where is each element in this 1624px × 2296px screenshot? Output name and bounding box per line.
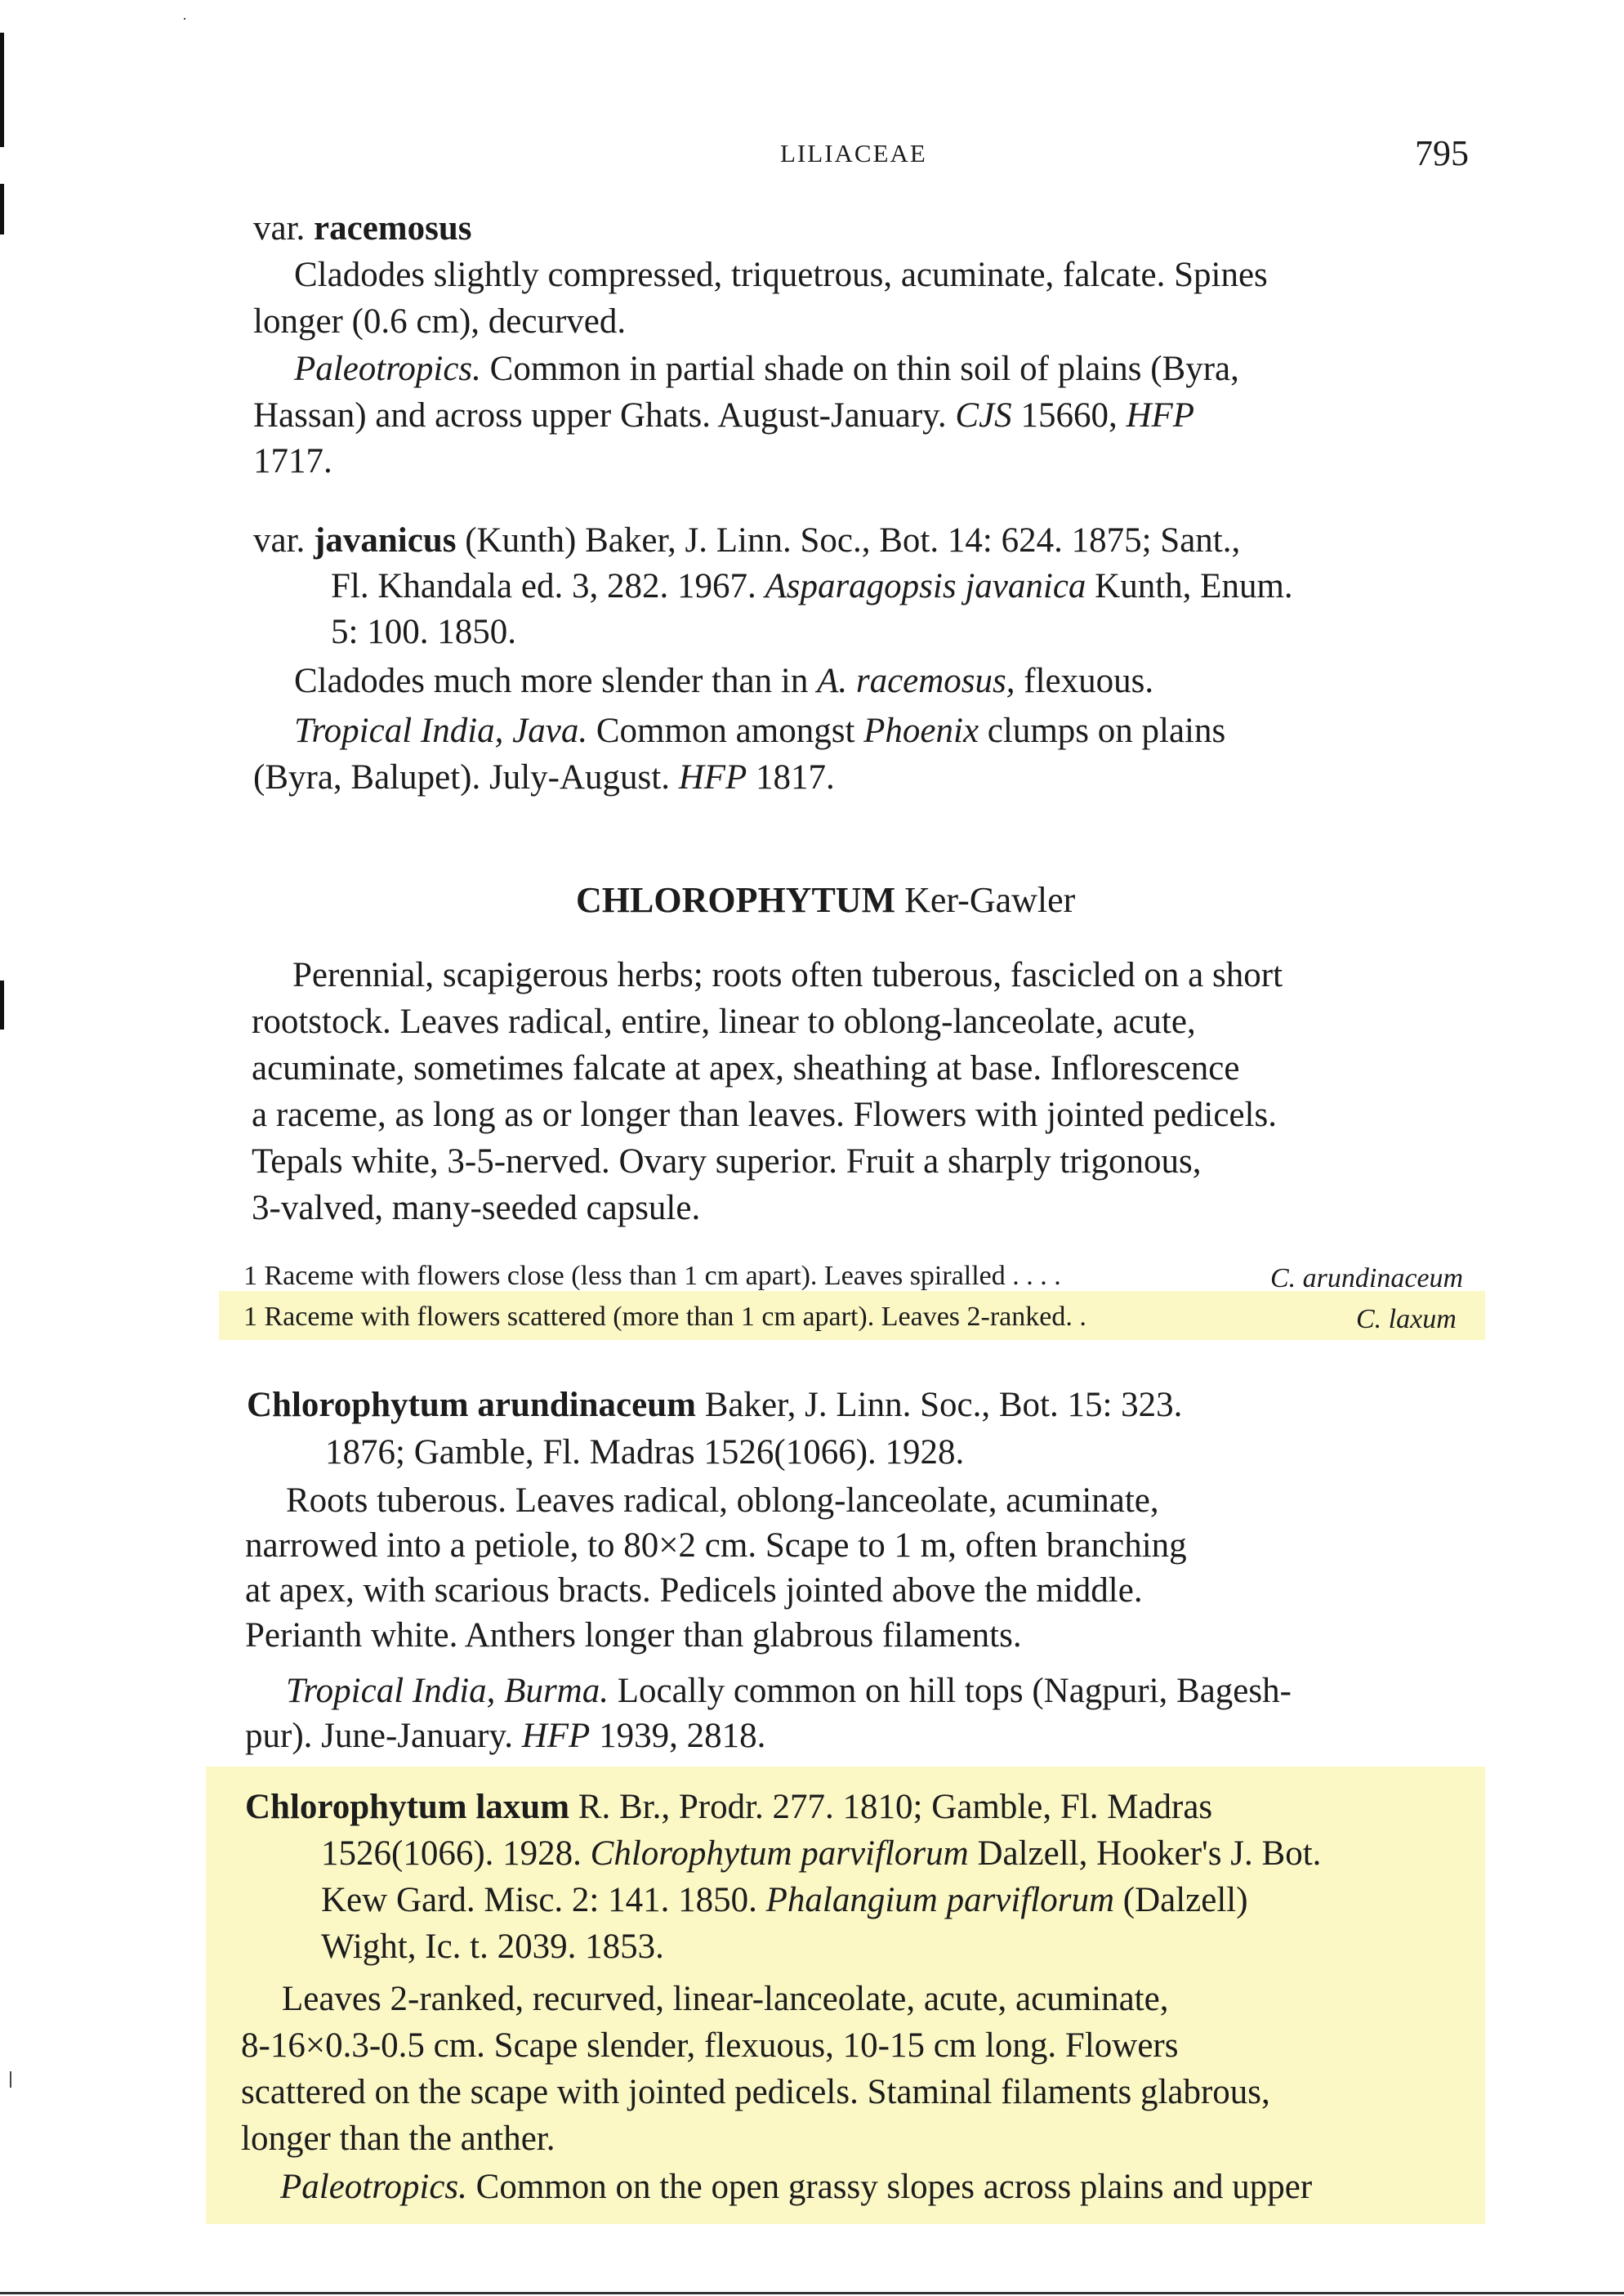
citation: (Kunth) Baker, J. Linn. Soc., Bot. 14: 624. 1875; Sant., xyxy=(465,521,1241,560)
region: Tropical India, Burma. xyxy=(286,1672,609,1710)
racemosus-description: longer (0.6 cm), decurved. xyxy=(253,302,627,341)
arundinaceum-description: Roots tuberous. Leaves radical, oblong-lanceolate, acuminate, xyxy=(286,1481,1159,1520)
arundinaceum-description: Perianth white. Anthers longer than glabrous filaments. xyxy=(245,1616,1022,1655)
laxum-description: 8-16×0.3-0.5 cm. Scape slender, flexuous, 10-15 cm long. Flowers xyxy=(241,2026,1179,2065)
key-taxon: C. laxum xyxy=(1356,1304,1457,1334)
page-bottom-rule xyxy=(0,2292,1624,2294)
arundinaceum-description: narrowed into a petiole, to 80×2 cm. Scape to 1 m, often branching xyxy=(245,1526,1187,1565)
laxum-heading xyxy=(245,1789,1212,1825)
citation: Baker, J. Linn. Soc., Bot. 15: 323. xyxy=(704,1386,1183,1424)
javanicus-distribution: Tropical India, Java. Common amongst Phoenix clumps on plains xyxy=(294,712,1226,750)
var-name: racemosus xyxy=(314,209,472,248)
laxum-description: longer than the anther. xyxy=(241,2120,555,2158)
running-head: LILIACEAE xyxy=(780,139,927,168)
region: Paleotropics. xyxy=(280,2168,467,2206)
genus-heading xyxy=(576,882,1075,918)
synonym: Chlorophytum parviflorum xyxy=(590,1834,969,1873)
citation: Fl. Khandala ed. 3, 282. 1967. xyxy=(331,567,756,605)
synonym: Asparagopsis javanica xyxy=(765,567,1086,605)
laxum-citation: 1526(1066). 1928. Chlorophytum parviflorum Dalzell, Hooker's J. Bot. xyxy=(321,1834,1322,1873)
collector-num: 15660, xyxy=(1020,396,1118,435)
genus-description: 3-valved, many-seeded capsule. xyxy=(252,1189,701,1227)
genus-description: Perennial, scapigerous herbs; roots often tuberous, fascicled on a short xyxy=(292,956,1283,994)
genus-author: Ker-Gawler xyxy=(904,880,1076,920)
var-prefix: var. xyxy=(253,209,306,248)
laxum-distribution: Paleotropics. Common on the open grassy slopes across plains and upper xyxy=(280,2168,1313,2206)
laxum-citation: Kew Gard. Misc. 2: 141. 1850. Phalangium parviflorum (Dalzell) xyxy=(321,1881,1248,1919)
scan-speck xyxy=(184,18,185,20)
var-prefix: var. xyxy=(253,521,306,560)
page-number: 795 xyxy=(1415,133,1469,173)
key-taxon: C. arundinaceum xyxy=(1270,1263,1464,1293)
racemosus-distribution xyxy=(253,398,1194,433)
javanicus-distribution: (Byra, Balupet). July-August. HFP 1817. xyxy=(253,758,835,797)
genus-description: rootstock. Leaves radical, entire, linear to oblong-lanceolate, acute, xyxy=(252,1003,1196,1041)
citation: Kunth, Enum. xyxy=(1095,567,1293,605)
species-name: Chlorophytum laxum xyxy=(245,1788,570,1826)
laxum-description: scattered on the scape with jointed pedicels. Staminal filaments glabrous, xyxy=(241,2073,1270,2111)
genus-name: CHLOROPHYTUM xyxy=(576,880,896,920)
laxum-description: Leaves 2-ranked, recurved, linear-lanceolate, acute, acuminate, xyxy=(282,1980,1169,2018)
arundinaceum-heading xyxy=(247,1387,1182,1423)
arundinaceum-distribution: pur). June-January. HFP 1939, 2818. xyxy=(245,1717,766,1755)
citation: R. Br., Prodr. 277. 1810; Gamble, Fl. Madras xyxy=(578,1788,1213,1826)
left-edge-mark xyxy=(0,184,4,235)
arundinaceum-citation: 1876; Gamble, Fl. Madras 1526(1066). 1928. xyxy=(325,1433,965,1472)
species-name: Chlorophytum arundinaceum xyxy=(247,1386,696,1424)
scan-speck xyxy=(10,2071,11,2088)
racemosus-distribution: 1717. xyxy=(253,442,332,480)
javanicus-citation: 5: 100. 1850. xyxy=(331,613,516,651)
collector-ref: HFP xyxy=(1126,396,1195,435)
collector-ref: CJS xyxy=(955,396,1012,435)
var-name: javanicus xyxy=(314,521,457,560)
var-racemosus-heading xyxy=(253,211,472,246)
left-edge-mark xyxy=(0,980,4,1030)
distribution-text: Common in partial shade on thin soil of plains (Byra, xyxy=(489,350,1239,388)
racemosus-description: Cladodes slightly compressed, triquetrous, acuminate, falcate. Spines xyxy=(294,256,1268,294)
laxum-citation: Wight, Ic. t. 2039. 1853. xyxy=(321,1927,664,1966)
racemosus-distribution xyxy=(294,351,1239,386)
key-lead: 1 Raceme with flowers close (less than 1 cm apart). Leaves spiralled . . . . xyxy=(243,1261,1061,1291)
distribution-text: Hassan) and across upper Ghats. August-January. xyxy=(253,396,947,435)
left-edge-mark xyxy=(0,33,4,147)
javanicus-citation xyxy=(331,569,1293,604)
genus-description: Tepals white, 3-5-nerved. Ovary superior. Fruit a sharply trigonous, xyxy=(252,1142,1202,1181)
genus-description: a raceme, as long as or longer than leaves. Flowers with jointed pedicels. xyxy=(252,1096,1277,1134)
region: Tropical India, Java. xyxy=(294,712,588,750)
region: Paleotropics. xyxy=(294,350,481,388)
synonym: Phalangium parviflorum xyxy=(765,1881,1115,1919)
var-javanicus-heading xyxy=(253,523,1240,558)
arundinaceum-distribution: Tropical India, Burma. Locally common on hill tops (Nagpuri, Bagesh- xyxy=(286,1672,1292,1710)
key-lead: 1 Raceme with flowers scattered (more than 1 cm apart). Leaves 2-ranked. . xyxy=(243,1302,1086,1332)
genus-description: acuminate, sometimes falcate at apex, sheathing at base. Inflorescence xyxy=(252,1049,1240,1088)
arundinaceum-description: at apex, with scarious bracts. Pedicels jointed above the middle. xyxy=(245,1571,1143,1610)
javanicus-description: Cladodes much more slender than in A. racemosus, flexuous. xyxy=(294,662,1154,700)
